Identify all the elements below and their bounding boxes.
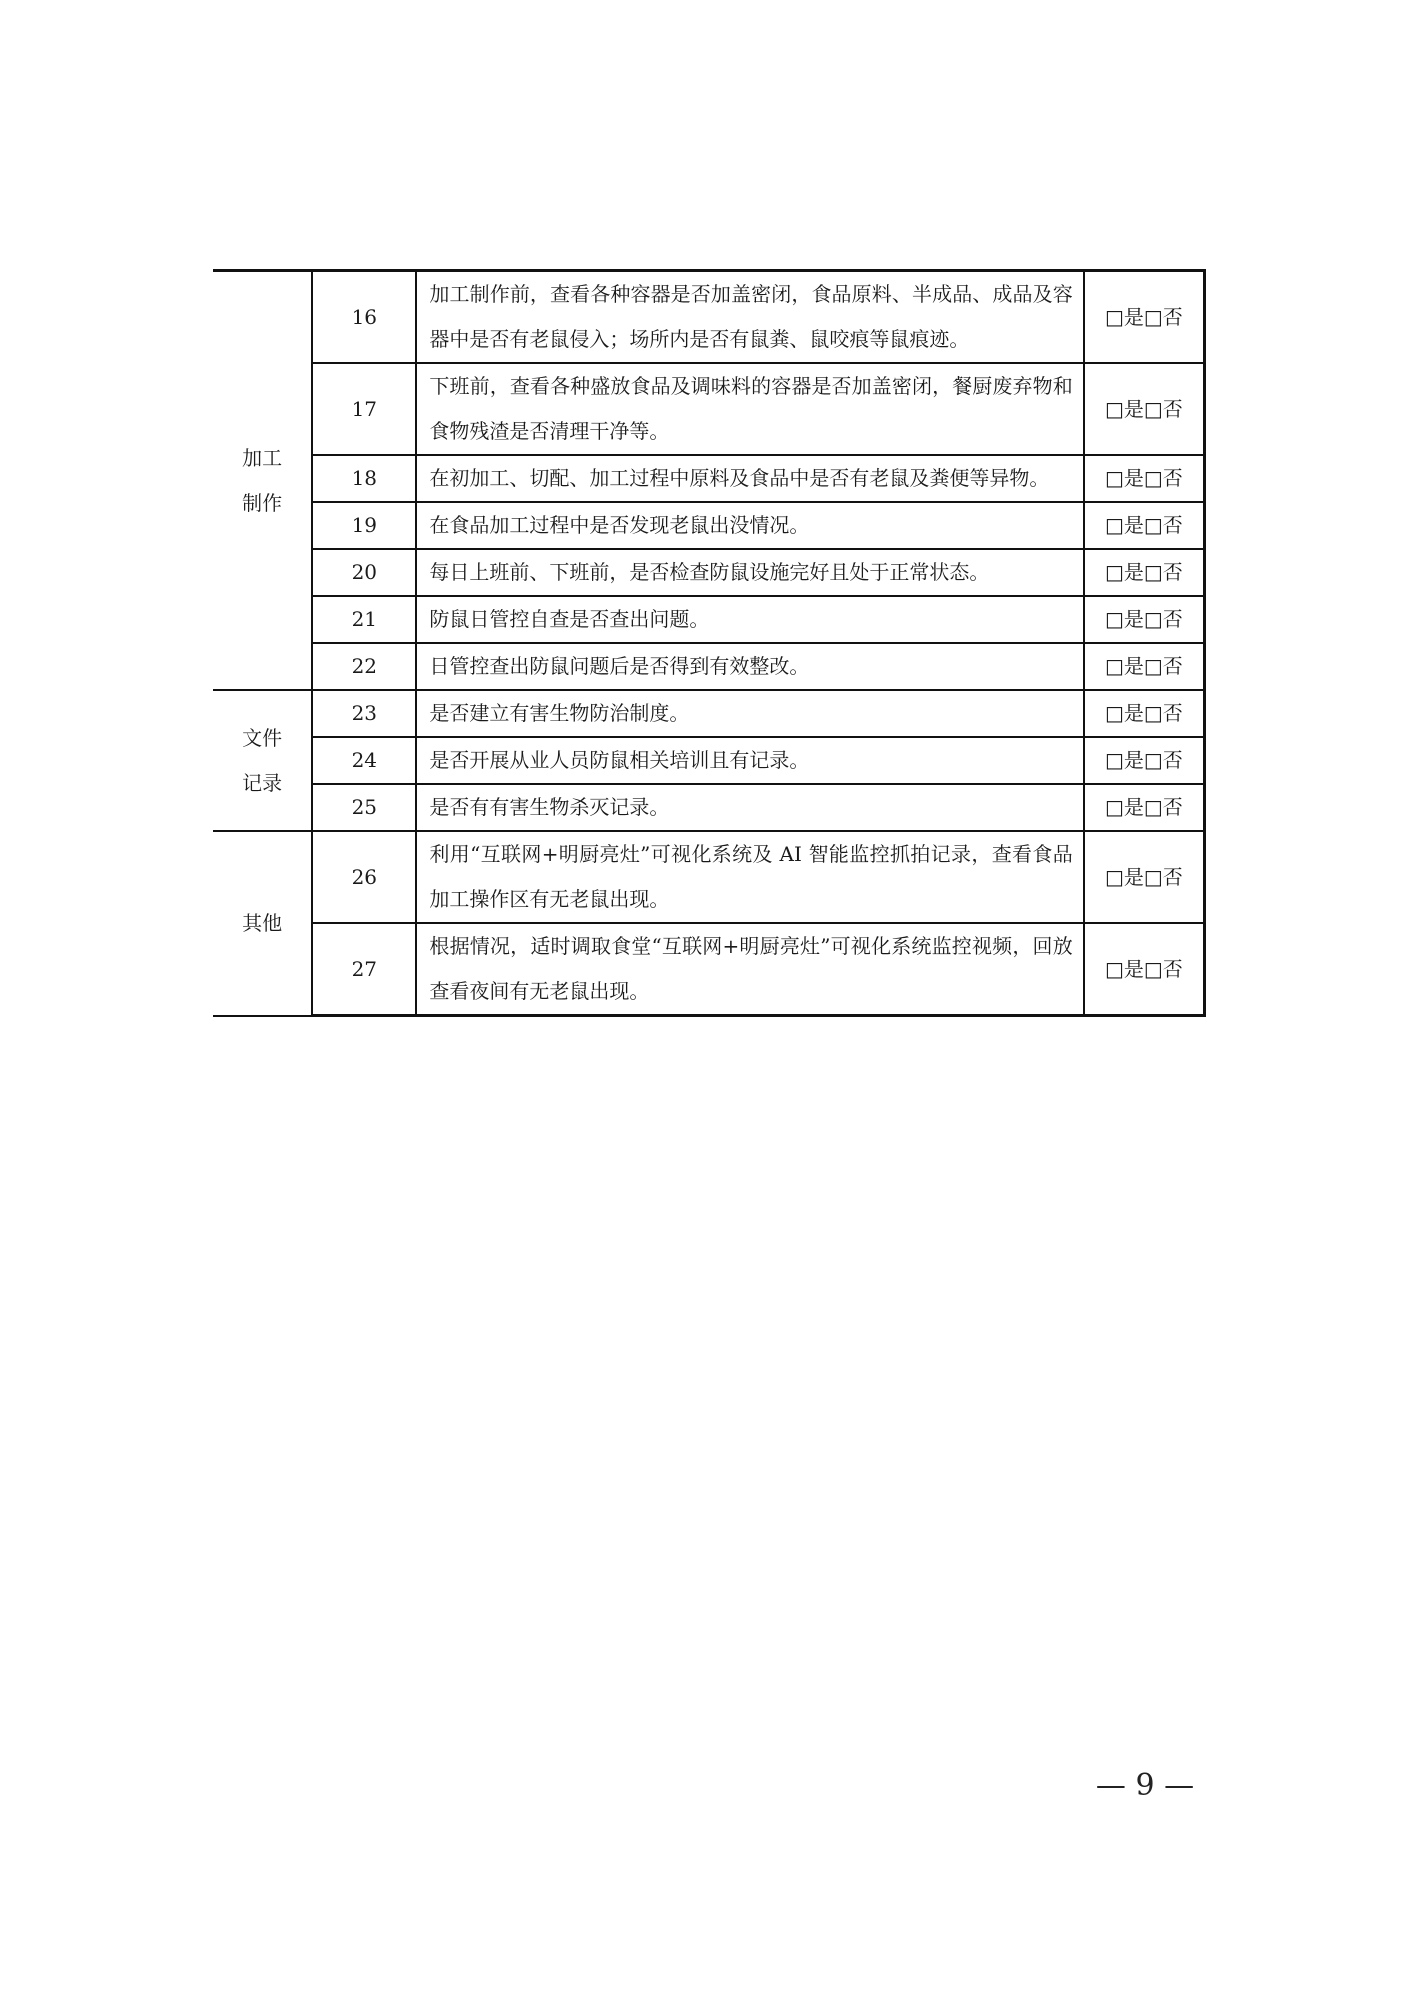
yes-no-checkbox[interactable]: □是□否 — [1084, 831, 1205, 923]
check-item — [416, 690, 1083, 737]
row-number: 17 — [312, 363, 416, 455]
check-item — [416, 363, 1083, 455]
check-item — [416, 596, 1083, 643]
table-row — [213, 690, 1205, 737]
check-item-text: 日管控查出防鼠问题后是否得到有效整改。 — [429, 654, 810, 678]
yes-no-checkbox[interactable]: □是□否 — [1084, 363, 1205, 455]
table-row — [213, 271, 1205, 364]
yes-no-checkbox[interactable]: □是□否 — [1084, 923, 1205, 1016]
check-item-text: 利用“互联网+明厨亮灶”可视化系统及 AI 智能监控抓拍记录，查看食品加工操作区有无老鼠出现。 — [429, 842, 1073, 911]
table-row — [213, 502, 1205, 549]
check-item — [416, 737, 1083, 784]
check-item-text: 根据情况，适时调取食堂“互联网+明厨亮灶”可视化系统监控视频，回放查看夜间有无老鼠出现。 — [429, 934, 1073, 1003]
check-item — [416, 271, 1083, 364]
category-label: 其他 — [242, 910, 283, 935]
category-cell — [213, 271, 312, 691]
category-cell — [213, 831, 312, 1016]
check-item-text: 在初加工、切配、加工过程中原料及食品中是否有老鼠及粪便等异物。 — [429, 466, 1050, 490]
yes-no-checkbox[interactable]: □是□否 — [1084, 690, 1205, 737]
check-item-text: 下班前，查看各种盛放食品及调味料的容器是否加盖密闭，餐厨废弃物和食物残渣是否清理干净等。 — [429, 374, 1073, 443]
check-item — [416, 643, 1083, 690]
table-row — [213, 549, 1205, 596]
category-label: 记录 — [242, 770, 283, 795]
check-item — [416, 923, 1083, 1016]
row-number: 26 — [312, 831, 416, 923]
table-row — [213, 784, 1205, 831]
yes-no-checkbox[interactable]: □是□否 — [1084, 737, 1205, 784]
row-number: 21 — [312, 596, 416, 643]
category-label: 加工 — [242, 445, 283, 470]
row-number: 19 — [312, 502, 416, 549]
row-number: 20 — [312, 549, 416, 596]
check-item — [416, 455, 1083, 502]
check-item-text: 是否建立有害生物防治制度。 — [429, 701, 690, 725]
check-item-text: 在食品加工过程中是否发现老鼠出没情况。 — [429, 513, 810, 537]
check-item-text: 每日上班前、下班前，是否检查防鼠设施完好且处于正常状态。 — [429, 560, 990, 584]
yes-no-checkbox[interactable]: □是□否 — [1084, 549, 1205, 596]
check-item — [416, 549, 1083, 596]
row-number: 27 — [312, 923, 416, 1016]
category-label: 文件 — [242, 725, 283, 750]
check-item — [416, 502, 1083, 549]
category-label: 制作 — [242, 490, 283, 515]
check-item-text: 是否有有害生物杀灭记录。 — [429, 795, 670, 819]
yes-no-checkbox[interactable]: □是□否 — [1084, 784, 1205, 831]
checklist-table — [213, 269, 1206, 1017]
row-number: 23 — [312, 690, 416, 737]
check-item-text: 是否开展从业人员防鼠相关培训且有记录。 — [429, 748, 810, 772]
yes-no-checkbox[interactable]: □是□否 — [1084, 596, 1205, 643]
yes-no-checkbox[interactable]: □是□否 — [1084, 643, 1205, 690]
row-number: 24 — [312, 737, 416, 784]
table-row — [213, 831, 1205, 923]
page-number: — 9 — — [1095, 1768, 1195, 1803]
row-number: 22 — [312, 643, 416, 690]
table-row — [213, 363, 1205, 455]
table-row — [213, 643, 1205, 690]
row-number: 16 — [312, 271, 416, 364]
check-item — [416, 831, 1083, 923]
table-row — [213, 455, 1205, 502]
yes-no-checkbox[interactable]: □是□否 — [1084, 271, 1205, 364]
check-item-text: 加工制作前，查看各种容器是否加盖密闭，食品原料、半成品、成品及容器中是否有老鼠侵入；场所内是否有鼠粪、鼠咬痕等鼠痕迹。 — [429, 282, 1073, 351]
table-row — [213, 737, 1205, 784]
row-number: 25 — [312, 784, 416, 831]
check-item — [416, 784, 1083, 831]
category-cell — [213, 690, 312, 831]
table-row — [213, 596, 1205, 643]
yes-no-checkbox[interactable]: □是□否 — [1084, 502, 1205, 549]
table-row — [213, 923, 1205, 1016]
check-item-text: 防鼠日管控自查是否查出问题。 — [429, 607, 710, 631]
row-number: 18 — [312, 455, 416, 502]
yes-no-checkbox[interactable]: □是□否 — [1084, 455, 1205, 502]
